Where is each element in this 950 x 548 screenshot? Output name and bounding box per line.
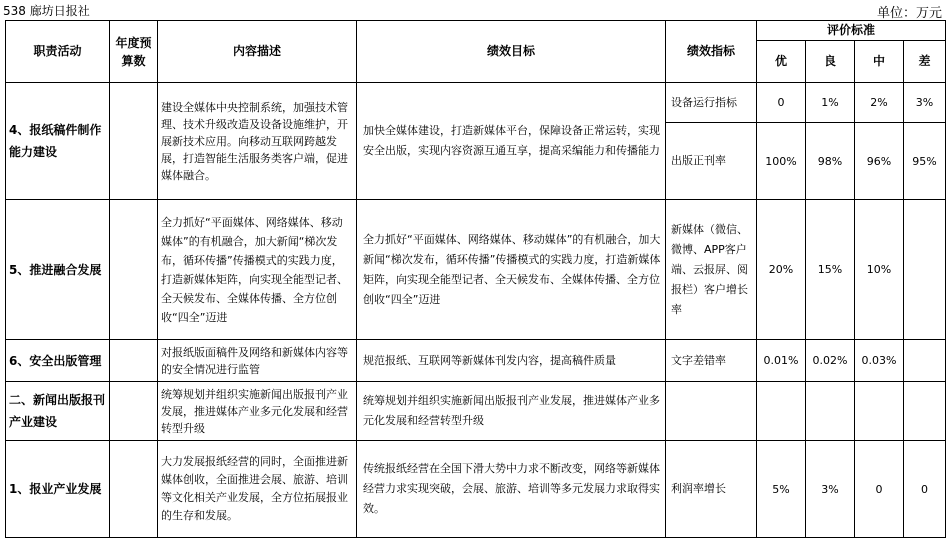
value-medium: 10% [855, 200, 904, 340]
col-budget: 年度预算数 [110, 21, 158, 83]
value-poor [904, 200, 946, 340]
indicator-cell: 新媒体（微信、微博、APP客户端、云报屏、阅报栏）客户增长率 [666, 200, 757, 340]
content-cell: 统筹规划并组织实施新闻出版报刊产业发展，推进媒体产业多元化发展和经营转型升级 [158, 382, 357, 441]
value-poor: 3% [904, 83, 946, 123]
indicator-cell: 出版正刊率 [666, 123, 757, 200]
goal-cell: 统筹规划并组织实施新闻出版报刊产业发展，推进媒体产业多元化发展和经营转型升级 [357, 382, 666, 441]
header-row [6, 21, 946, 41]
value-good [806, 382, 855, 441]
org-name: 538 廊坊日报社 [3, 4, 90, 18]
page-header [0, 0, 950, 20]
value-excellent: 20% [757, 200, 806, 340]
indicator-cell [666, 382, 757, 441]
col-indicator: 绩效指标 [666, 21, 757, 83]
table-row [6, 382, 946, 441]
grade-poor: 差 [904, 41, 946, 83]
activity-cell: 二、新闻出版报刊产业建设 [6, 382, 110, 441]
value-medium: 2% [855, 83, 904, 123]
content-cell: 全力抓好“平面媒体、网络媒体、移动媒体”的有机融合，加大新闻“梯次发布，循环传播”传播模式的实践力度，打造新媒体矩阵，向实现全能型记者、全天候发布、全媒体传播、全方位创收“四全”迈进 [158, 200, 357, 340]
col-goal: 绩效目标 [357, 21, 666, 83]
budget-cell [110, 83, 158, 200]
activity-cell: 4、报纸稿件制作能力建设 [6, 83, 110, 200]
value-good: 0.02% [806, 340, 855, 382]
unit-label: 单位：万元 [876, 6, 942, 21]
content-cell: 建设全媒体中央控制系统，加强技术管理、技术升级改造及设备设施维护，开展新技术应用。向移动互联网跨越发展，打造智能生活服务类客户端，促进媒体融合。 [158, 83, 357, 200]
budget-cell [110, 441, 158, 538]
value-excellent: 0.01% [757, 340, 806, 382]
value-poor [904, 382, 946, 441]
value-medium: 96% [855, 123, 904, 200]
value-medium: 0.03% [855, 340, 904, 382]
goal-cell: 加快全媒体建设，打造新媒体平台，保障设备正常运转，实现安全出版，实现内容资源互通互享，提高采编能力和传播能力 [357, 83, 666, 200]
grade-medium: 中 [855, 41, 904, 83]
goal-cell: 规范报纸、互联网等新媒体刊发内容，提高稿件质量 [357, 340, 666, 382]
value-excellent [757, 382, 806, 441]
indicator-cell: 文字差错率 [666, 340, 757, 382]
table-row [6, 200, 946, 340]
activity-cell: 5、推进融合发展 [6, 200, 110, 340]
value-excellent: 5% [757, 441, 806, 538]
goal-cell: 传统报纸经营在全国下滑大势中力求不断改变，网络等新媒体经营力求实现突破，会展、旅游、培训等多元发展力求取得实效。 [357, 441, 666, 538]
goal-cell: 全力抓好“平面媒体、网络媒体、移动媒体”的有机融合，加大新闻“梯次发布，循环传播”传播模式的实践力度，打造新媒体矩阵，向实现全能型记者、全天候发布、全媒体传播、全方位创收“四全”迈进 [357, 200, 666, 340]
budget-cell [110, 200, 158, 340]
value-excellent: 100% [757, 123, 806, 200]
value-medium: 0 [855, 441, 904, 538]
content-cell: 对报纸版面稿件及网络和新媒体内容等的安全情况进行监管 [158, 340, 357, 382]
table-row [6, 340, 946, 382]
value-excellent: 0 [757, 83, 806, 123]
value-good: 1% [806, 83, 855, 123]
value-good: 15% [806, 200, 855, 340]
activity-cell: 1、报业产业发展 [6, 441, 110, 538]
col-activity: 职责活动 [6, 21, 110, 83]
col-criteria: 评价标准 [757, 21, 946, 41]
table-row [6, 441, 946, 538]
value-poor: 95% [904, 123, 946, 200]
indicator-cell: 利润率增长 [666, 441, 757, 538]
indicator-cell: 设备运行指标 [666, 83, 757, 123]
value-good: 3% [806, 441, 855, 538]
performance-table [5, 20, 946, 538]
value-poor [904, 340, 946, 382]
activity-cell: 6、安全出版管理 [6, 340, 110, 382]
value-good: 98% [806, 123, 855, 200]
col-content: 内容描述 [158, 21, 357, 83]
grade-excellent: 优 [757, 41, 806, 83]
grade-good: 良 [806, 41, 855, 83]
content-cell: 大力发展报纸经营的同时，全面推进新媒体创收，全面推进会展、旅游、培训等文化相关产业发展，全方位拓展报业的生存和发展。 [158, 441, 357, 538]
budget-cell [110, 382, 158, 441]
value-medium [855, 382, 904, 441]
value-poor: 0 [904, 441, 946, 538]
budget-cell [110, 340, 158, 382]
table-row [6, 83, 946, 123]
